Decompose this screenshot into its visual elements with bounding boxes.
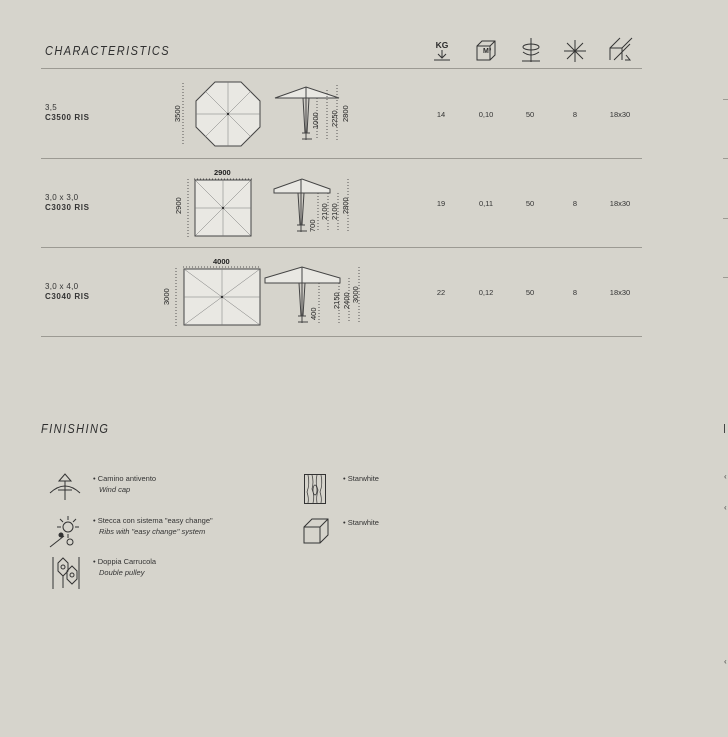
m3-value: 0,10 [478, 110, 494, 119]
profile-dimension: 700 [308, 219, 317, 232]
profile-dimension: 2100 [330, 203, 339, 220]
profile-dimension: 2150 [332, 292, 341, 309]
ribs-value: 8 [572, 288, 578, 297]
header-divider [41, 68, 642, 69]
section-value: 18x30 [609, 288, 631, 297]
edge-fragment [724, 424, 728, 433]
easy-change-ribs-icon [48, 514, 82, 548]
edge-mark [723, 277, 728, 278]
feature-easy-change: • Stecca con sistema "easy change" Ribs with "easy change" system [93, 516, 213, 536]
row-size: 3,5 [45, 103, 58, 112]
ribs-icon [564, 40, 586, 62]
side-dimension: 2900 [174, 197, 183, 214]
double-pulley-icon [50, 557, 82, 589]
kg-value: 14 [436, 110, 446, 119]
m3-value: 0,12 [478, 288, 494, 297]
wind-resistance-icon [520, 38, 542, 62]
profile-dimension: 1000 [311, 112, 320, 129]
row-divider [41, 247, 642, 248]
feature-starwhite-section: • Starwhite [343, 518, 379, 527]
side-dimension: 3000 [162, 288, 171, 305]
edge-mark [723, 99, 728, 100]
profile-dimension: 2250 [330, 110, 339, 127]
table-row [45, 282, 90, 301]
profile-dimension: 2800 [341, 105, 350, 122]
dimension-line [171, 268, 181, 326]
row-code: C3030 RIS [45, 203, 90, 212]
wind-value: 50 [525, 288, 535, 297]
profile-dimension: 2400 [342, 292, 351, 309]
wind-cap-icon [49, 473, 81, 501]
section-value: 18x30 [609, 110, 631, 119]
edge-fragment: ‹ [724, 503, 727, 512]
weight-kg-icon: KG [432, 40, 452, 62]
profile-dimension: 2800 [341, 197, 350, 214]
row-divider [41, 158, 642, 159]
ribs-value: 8 [572, 199, 578, 208]
kg-value: 22 [436, 288, 446, 297]
row-size: 3,0 x 4,0 [45, 282, 79, 291]
wood-section-icon [303, 518, 329, 544]
m3-value: 0,11 [478, 199, 494, 208]
profile-dimension: 400 [309, 307, 318, 320]
kg-value: 19 [436, 199, 446, 208]
table-row [45, 103, 90, 122]
dimension-line [178, 83, 190, 145]
volume-m3-icon: M³ [475, 40, 497, 62]
profile-dimension: 2100 [320, 203, 329, 220]
edge-fragment: ‹ [724, 472, 727, 481]
row-code: C3500 RIS [45, 113, 90, 122]
edge-mark [723, 218, 728, 219]
edge-fragment: ‹ [724, 657, 727, 666]
row-divider [41, 336, 642, 337]
table-row [45, 193, 90, 212]
row-code: C3040 RIS [45, 292, 90, 301]
octagon-canopy-icon [195, 81, 261, 147]
wind-value: 50 [525, 110, 535, 119]
feature-wind-cap: • Camino antivento Wind cap [93, 474, 157, 494]
wind-value: 50 [525, 199, 535, 208]
wood-texture-icon [304, 474, 326, 504]
edge-mark [723, 158, 728, 159]
side-dimension: 3500 [173, 105, 182, 122]
profile-dimension: 3000 [351, 286, 360, 303]
top-dimension: 2900 [214, 168, 231, 177]
dimension-line [183, 179, 193, 237]
finishing-title: FINISHING [41, 422, 110, 436]
ribs-value: 8 [572, 110, 578, 119]
square-canopy-icon [194, 179, 252, 237]
row-size: 3,0 x 3,0 [45, 193, 79, 202]
top-dimension: 4000 [213, 257, 230, 266]
section-value: 18x30 [609, 199, 631, 208]
feature-double-pulley: • Doppia Carrucola Double pulley [93, 557, 157, 577]
rectangular-canopy-icon [183, 268, 261, 326]
feature-starwhite-wood: • Starwhite [343, 474, 379, 483]
characteristics-title: CHARACTERISTICS [45, 44, 171, 58]
rib-section-icon [608, 38, 632, 62]
